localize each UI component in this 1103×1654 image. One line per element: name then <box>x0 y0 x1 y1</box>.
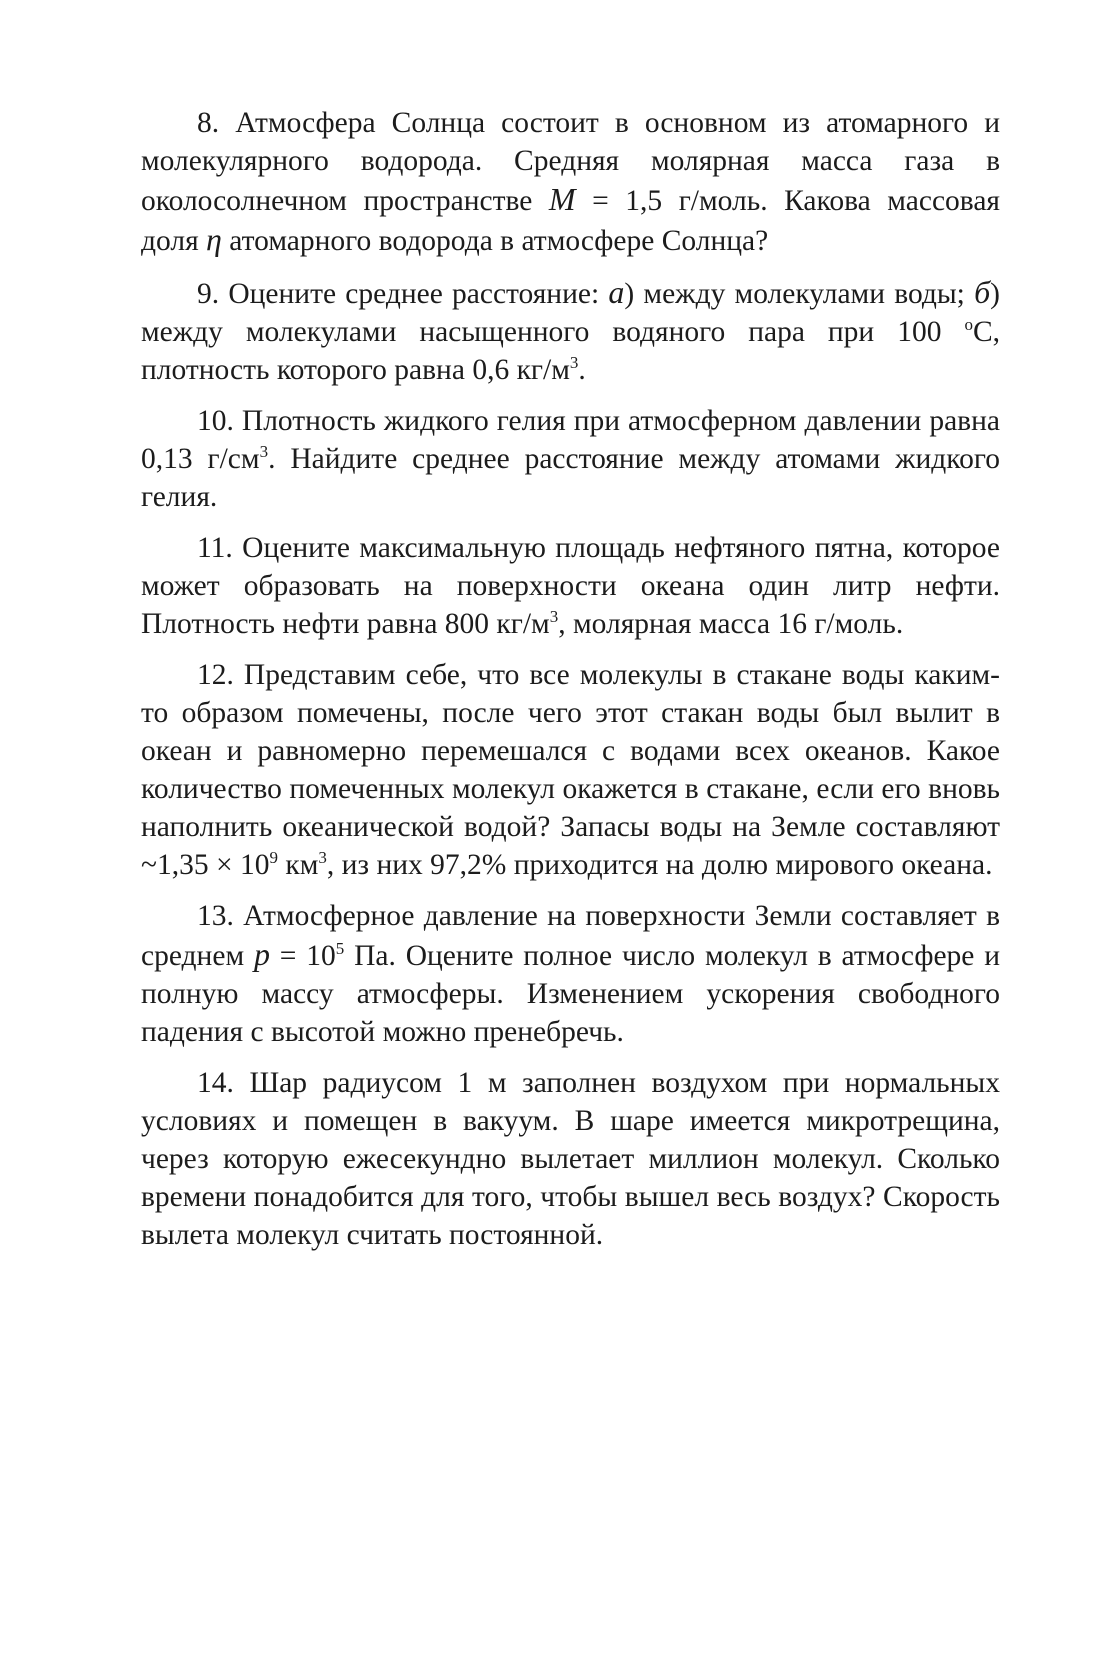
math-symbol: η <box>206 221 222 257</box>
superscript: 5 <box>335 939 345 958</box>
math-symbol: p <box>253 936 270 972</box>
problem-text: км <box>277 849 319 881</box>
problem-text: . <box>578 354 586 386</box>
problem-paragraph <box>141 656 1008 884</box>
problem-text: 11. Оцените максимальную площадь нефтяного пятна, которое может образовать на поверхности океана один литр нефти. Плотность нефти равна 800 кг/м <box>141 532 1008 640</box>
problem-text: = 10 <box>269 940 336 972</box>
problem-text: 14. Шар радиусом 1 м заполнен воздухом при нормальных условиях и помещен в вакуум. В шаре имеется микротрещина, через которую ежесекундно вылетает миллион молекул. Сколько времени понадобится для того, чтобы вышел весь воздух? Скорость вылета молекул считать постоянной. <box>141 1067 1008 1251</box>
problem-text: , из них 97,2% приходится на долю мирового океана. <box>326 849 993 881</box>
superscript: 3 <box>318 848 327 867</box>
problem-paragraph <box>141 402 1008 516</box>
problem-text: 9. Оцените среднее расстояние: <box>197 278 609 310</box>
superscript: 3 <box>569 353 579 372</box>
problem-list <box>141 104 1008 1267</box>
problem-text: , молярная масса 16 г/моль. <box>558 608 904 640</box>
problem-paragraph <box>141 104 1008 260</box>
superscript: o <box>964 315 973 334</box>
superscript: 3 <box>549 607 559 626</box>
problem-paragraph <box>141 529 1008 643</box>
problem-text: С, плотность которого равна 0,6 кг/м <box>141 316 1008 386</box>
problem-text: ) между молекулами воды; <box>624 278 975 310</box>
problem-paragraph <box>141 897 1008 1051</box>
problem-text: ) между молекулами насыщенного водяного пара при 100 <box>141 278 1008 348</box>
math-symbol: а <box>608 274 625 310</box>
problem-text: = 1,5 г/моль. Какова массовая доля <box>141 185 1008 257</box>
problem-text: 13. Атмосферное давление на поверхности Земли составляет в среднем <box>141 900 1008 972</box>
problem-text: . Найдите среднее расстояние между атомами жидкого гелия. <box>141 443 1008 513</box>
problem-text: 10. Плотность жидкого гелия при атмосферном давлении равна 0,13 г/см <box>141 405 1008 475</box>
problem-text: 12. Представим себе, что все молекулы в стакане воды каким-то образом помечены, после чего этот стакан воды был вылит в океан и равномерно перемешался с водами всех океанов. Какое количество помеченных молекул окажется в стакане, если его вновь наполнить океанической водой? Запасы воды на Земле составляют ~1,35 × 10 <box>141 659 1008 881</box>
problem-text: 8. Атмосфера Солнца состоит в основном из атомарного и молекулярного водорода. Средняя молярная масса газа в околосолнечном пространстве <box>141 107 1008 217</box>
problem-text: Па. Оцените полное число молекул в атмосфере и полную массу атмосферы. Изменением ускорения свободного падения с высотой можно пренебречь. <box>141 940 1008 1048</box>
superscript: 9 <box>269 848 278 867</box>
math-symbol: M <box>548 181 576 217</box>
problem-paragraph <box>141 1064 1008 1254</box>
math-symbol: б <box>974 274 991 310</box>
problem-text: атомарного водорода в атмосфере Солнца? <box>221 225 769 257</box>
superscript: 3 <box>259 442 269 461</box>
problem-paragraph <box>141 273 1008 389</box>
